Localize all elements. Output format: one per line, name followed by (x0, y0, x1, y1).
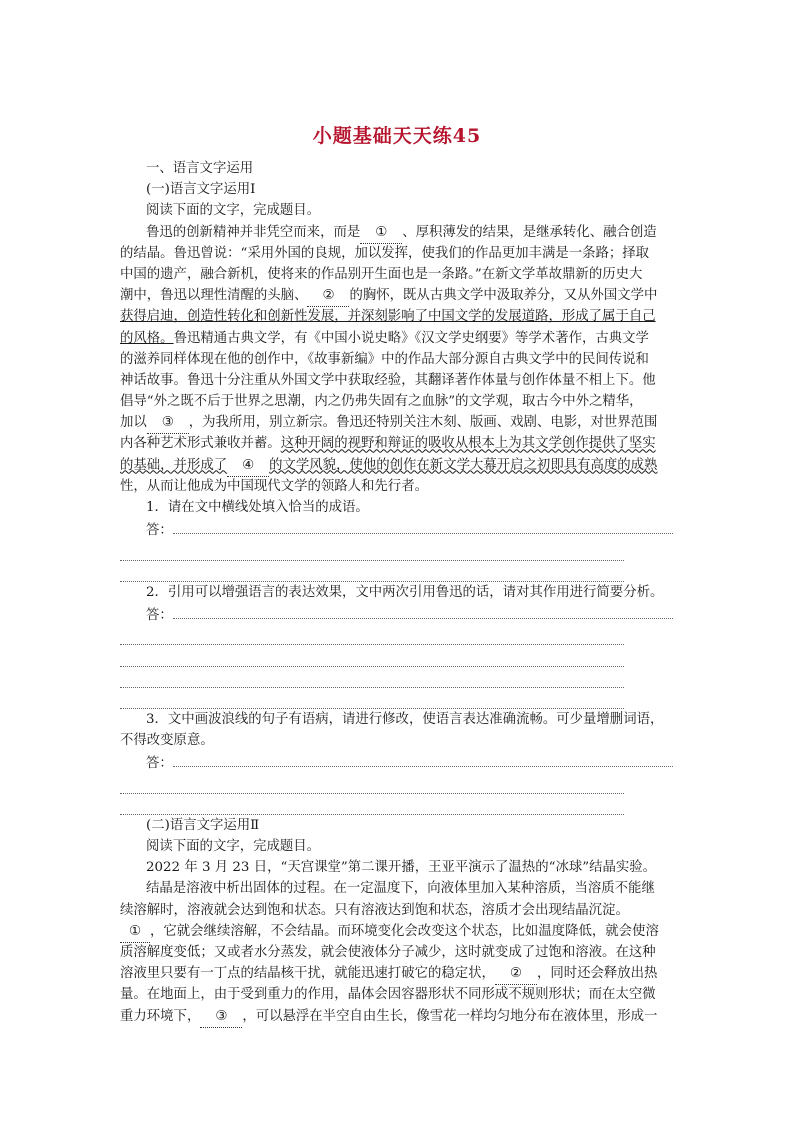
document-body (120, 158, 678, 1027)
page-title: 小题基础天天练45 (312, 125, 482, 147)
question-3: 3．文中画波浪线的句子有语病，请进行修改，使语言表达准确流畅。可少量增删词语， (146, 711, 664, 727)
passage-text: 溶液里只要有一丁点的结晶核干扰，就能迅速打破它的稳定状， (120, 966, 495, 982)
passage2-line: 质溶解度变低；又或者水分蒸发，就会使液体分子减少，这时就变成了过饱和溶液。在这种 (120, 944, 656, 960)
passage-text: 鲁迅的创新精神并非凭空而来，而是 (146, 224, 361, 240)
passage2-line: 结晶是溶液中析出固体的过程。在一定温度下，向液体里加入某种溶质，当溶质不能继 (146, 881, 655, 897)
answer-label: 答： (146, 607, 173, 623)
passage2-line (120, 921, 678, 942)
passage-text: ，它就会继续溶解，不会结晶。而环境变化会改变这个状态，比如温度降低，就会使溶 (150, 923, 659, 939)
answer-label: 答： (146, 523, 173, 539)
passage1-line (120, 412, 678, 433)
blank-3: ③ (200, 1006, 242, 1028)
section-heading: 一、语言文字运用 (146, 161, 254, 176)
answer-area-1[interactable] (120, 518, 678, 539)
blank-3: ③ (147, 412, 189, 434)
wavy-underlined-sentence: 的基础，并形成了 (120, 457, 228, 473)
answer-line[interactable] (120, 561, 624, 582)
passage-text: ，为我所用，别立新宗。鲁迅还特别关注木刻、版画、戏剧、电影，对世界范围 (188, 415, 658, 431)
subsection-heading-2: (二)语言文字运用Ⅱ (146, 817, 260, 833)
passage-text: ，可以悬浮在半空自由生长，像雪花一样均匀地分布在液体里，形成一 (242, 1008, 658, 1024)
passage-text: 内各种艺术形式兼收并蓄。 (120, 436, 281, 452)
passage1-line: 的结晶。鲁迅曾说：“采用外国的良规，加以发挥，使我们的作品更加丰满是一条路；择取 (120, 245, 650, 261)
question-3-cont: 不得改变原意。 (120, 733, 214, 749)
blank-2: ② (495, 963, 537, 985)
answer-line[interactable] (120, 624, 624, 645)
answer-line[interactable] (173, 518, 673, 534)
passage1-line (120, 285, 678, 306)
instruction-2: 阅读下面的文字，完成题目。 (146, 839, 321, 854)
answer-area-3[interactable] (120, 751, 678, 772)
blank-1: ① (360, 222, 402, 244)
answer-label: 答： (146, 756, 173, 772)
passage2-line: 续溶解时，溶液就会达到饱和状态。只有溶液达到饱和状态，溶质才会出现结晶沉淀。 (120, 902, 629, 918)
blank-4: ④ (227, 455, 269, 477)
passage1-line: 的滋养同样体现在他的创作中，《故事新编》中的作品大部分源自古典文学中的民间传说和 (120, 351, 649, 367)
answer-line[interactable] (120, 688, 624, 709)
passage1-line (120, 455, 678, 476)
wavy-underlined-sentence: 这种开阔的视野和辩证的吸收从根本上为其文学创作提供了坚实 (280, 436, 656, 452)
passage-text: 潮中，鲁迅以理性清醒的头脑、 (120, 288, 308, 304)
passage-text: 鲁迅精通古典文学，有《中国小说史略》《汉文学史纲要》等学术著作，古典文学 (173, 330, 649, 346)
question-2: 2．引用可以增强语言的表达效果，文中两次引用鲁迅的话，请对其作用进行简要分析。 (146, 584, 664, 600)
answer-line[interactable] (120, 539, 624, 560)
wavy-underlined-sentence: 的文学风貌，使他的创作在新文学大幕开启之初即具有高度的成熟 (269, 457, 658, 473)
passage1-line (120, 328, 678, 349)
blank-1: ① (120, 921, 150, 943)
answer-area-2[interactable] (120, 603, 678, 624)
passage1-line (120, 433, 678, 454)
blank-2: ② (307, 285, 349, 307)
passage-text: 的胸怀，既从古典文学中汲取养分，又从外国文学中 (349, 288, 658, 304)
answer-line[interactable] (173, 603, 673, 619)
answer-line[interactable] (120, 794, 624, 815)
passage1-line: 中国的遗产，融合新机，使将来的作品别开生面也是一条路。”在新文学革故鼎新的历史大 (120, 266, 643, 282)
passage1-line: 性，从而让他成为中国现代文学的领路人和先行者。 (120, 478, 428, 494)
answer-line[interactable] (120, 645, 624, 666)
answer-line[interactable] (120, 772, 624, 793)
answer-line[interactable] (173, 751, 673, 767)
passage2-line: 2022 年 3 月 23 日，“天宫课堂”第二课开播，王亚平演示了温热的“冰球”结晶实验。 (146, 860, 657, 876)
answer-line[interactable] (120, 667, 624, 688)
passage2-line (120, 1006, 678, 1027)
passage2-line (120, 963, 678, 984)
passage2-line: 量。在地面上，由于受到重力的作用，晶体会因容器形状不同形成不规则形状；而在太空微 (120, 987, 656, 1003)
passage-text: 、厚积薄发的结果，是继承转化、融合创造 (402, 224, 657, 240)
underlined-text: 的风格。 (120, 330, 174, 346)
passage-text: 加以 (120, 415, 147, 431)
passage1-line: 倡导“外之既不后于世界之思潮，内之仍弗失固有之血脉”的文学观，取古今中外之精华， (120, 394, 643, 410)
question-1: 1．请在文中横线处填入恰当的成语。 (146, 500, 369, 515)
passage-text: ，同时还会释放出热 (536, 966, 658, 982)
passage1-line: 神话故事。鲁迅十分注重从外国文学中获取经验，其翻译著作体量与创作体量不相上下。他 (120, 372, 656, 388)
underlined-quote-line: 获得启迪，创造性转化和创新性发展，并深刻影响了中国文学的发展道路，形成了属于自己 (120, 309, 656, 325)
passage-text: 重力环境下， (120, 1008, 201, 1024)
subsection-heading-1: (一)语言文字运用Ⅰ (146, 182, 256, 198)
passage1-line (120, 222, 678, 243)
instruction-1: 阅读下面的文字，完成题目。 (146, 203, 321, 219)
